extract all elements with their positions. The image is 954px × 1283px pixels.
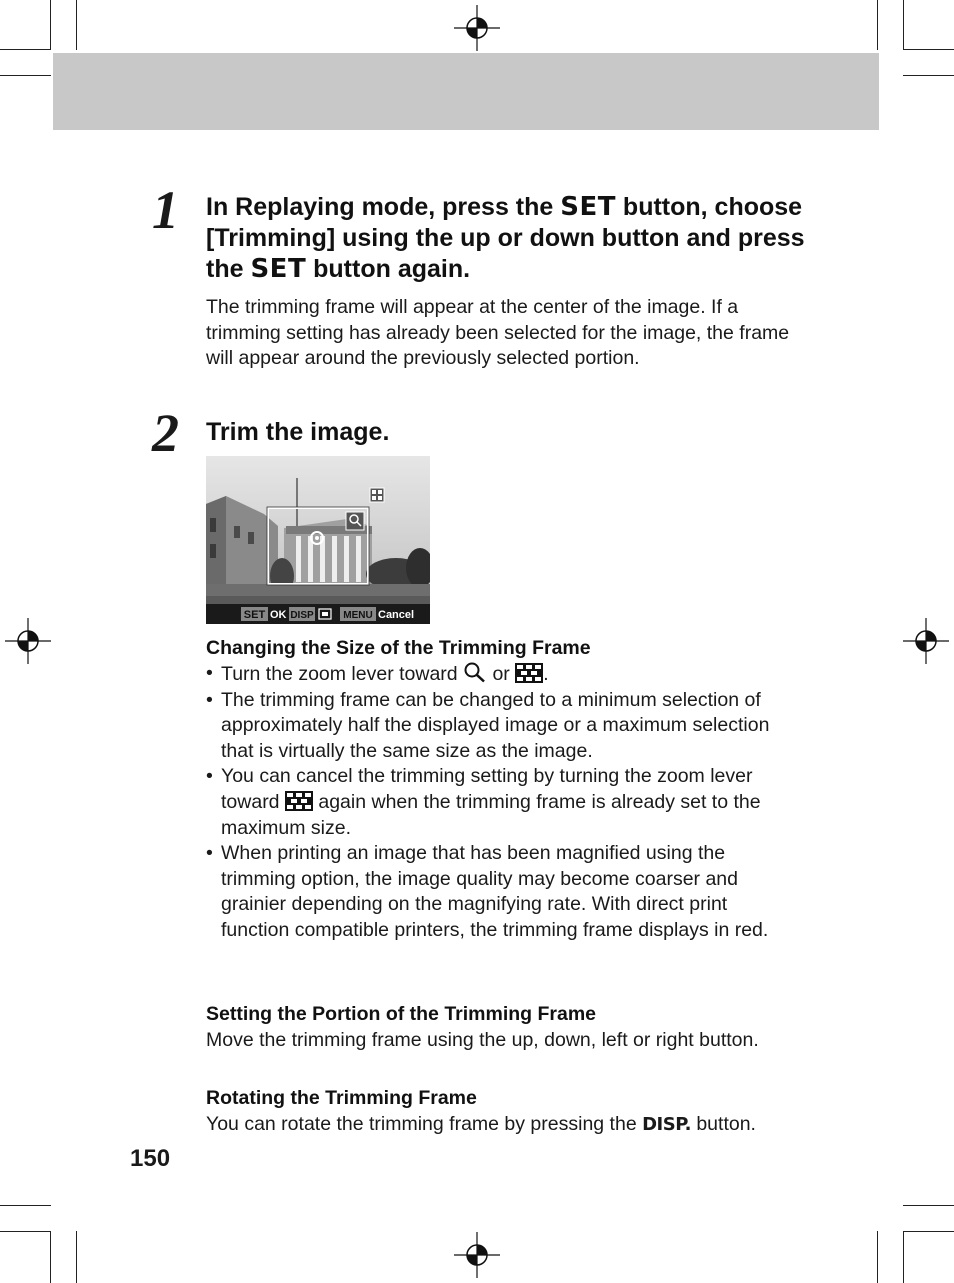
screen-cancel-label: Cancel — [378, 609, 415, 621]
index-grid-icon — [515, 663, 543, 683]
crop-mark — [903, 49, 954, 50]
set-button-glyph: SET — [250, 254, 307, 284]
registration-mark-right — [903, 618, 949, 664]
step-1-title-part2: button, choose [Trimming] using the up or down button and press the — [206, 193, 805, 283]
step-1-body: The trimming frame will appear at the center of the image. If a trimming setting has already been selected for the image, the frame will appear around the previously selected portion. — [206, 296, 790, 370]
crop-mark — [50, 0, 51, 50]
rotate-section-heading: Rotating the Trimming Frame — [206, 1087, 477, 1109]
crop-mark — [877, 1231, 878, 1283]
crop-mark — [0, 75, 51, 76]
bullet3-part1: You can cancel the trimming setting by turning the zoom lever toward — [221, 765, 753, 813]
portion-section-body: Move the trimming frame using the up, down, left or right button. — [206, 1029, 759, 1051]
step-1-title-part3: button again. — [306, 255, 471, 283]
crop-mark — [76, 0, 77, 50]
crop-mark — [903, 1231, 904, 1283]
crop-mark — [0, 1205, 51, 1206]
bullet3-part2: again when the trimming frame is already set to the maximum size. — [221, 790, 761, 839]
crop-mark — [0, 1231, 51, 1232]
set-button-glyph: SET — [560, 192, 616, 222]
rotate-section-body — [206, 1112, 796, 1138]
step-1-title-part1: In Replaying mode, press the — [206, 193, 561, 221]
portion-section-heading: Setting the Portion of the Trimming Frame — [206, 1003, 597, 1025]
crop-mark — [877, 0, 878, 50]
step-1-number: 1 — [152, 180, 179, 240]
list-item — [206, 661, 796, 688]
registration-mark-left — [5, 618, 51, 664]
disp-button-glyph: DISP. — [642, 1114, 691, 1135]
header-band — [53, 53, 879, 130]
step-1-title — [206, 192, 806, 285]
size-section-bullets — [206, 661, 796, 944]
step-2-number: 2 — [152, 403, 179, 463]
screen-menu-label: MENU — [343, 610, 373, 621]
crop-mark — [0, 49, 51, 50]
list-item — [206, 764, 796, 841]
crop-mark — [903, 1205, 954, 1206]
crop-mark — [903, 75, 954, 76]
bullet1-part1: Turn the zoom lever toward — [221, 663, 464, 685]
crop-mark — [76, 1231, 77, 1283]
crop-mark — [903, 0, 904, 50]
size-section-heading: Changing the Size of the Trimming Frame — [206, 637, 591, 659]
screen-set-label: SET — [243, 609, 266, 621]
step-2-title: Trim the image. — [206, 418, 390, 446]
bullet1-or: or — [487, 663, 516, 685]
rotate-body-part1: You can rotate the trimming frame by pressing the — [206, 1113, 643, 1135]
page-number: 150 — [130, 1145, 171, 1172]
screen-disp-label: DISP — [290, 610, 314, 621]
registration-mark-bottom — [454, 1232, 500, 1278]
crop-mark — [50, 1231, 51, 1283]
bullet1-end: . — [543, 663, 549, 685]
list-item: • When printing an image that has been magnified using the trimming option, the image quality may become coarser and grainier depending on the magnifying rate. With direct print function compatible printers, the trimming frame displays in red. — [206, 841, 796, 943]
screen-ok-label: OK — [270, 609, 287, 621]
crop-mark — [903, 1231, 954, 1232]
list-item: • The trimming frame can be changed to a minimum selection of approximately half the displayed image or a maximum selection that is virtually the same size as the image. — [206, 688, 796, 765]
registration-mark-top — [454, 5, 500, 51]
index-grid-icon — [285, 791, 313, 811]
camera-screen-image — [206, 456, 430, 624]
magnifier-icon — [463, 661, 487, 683]
rotate-body-part2: button. — [690, 1113, 756, 1135]
